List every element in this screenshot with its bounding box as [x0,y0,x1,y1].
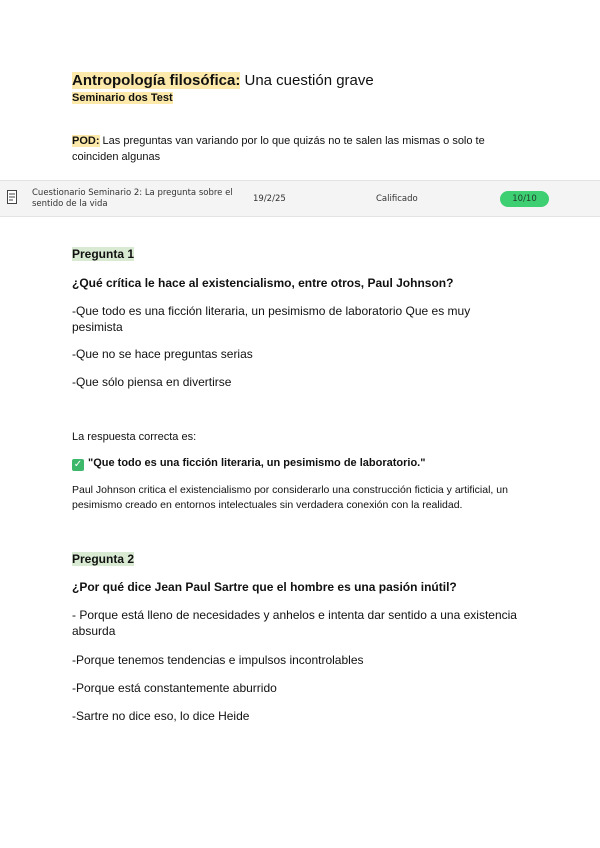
page-title [72,71,374,90]
question-1-option-2: -Que no se hace preguntas serias [72,347,253,361]
pod-note [72,134,512,165]
title-rest: Una cuestión grave [240,72,374,89]
question-2-option-1: - Porque está lleno de necesidades y anhelos e intenta dar sentido a una existencia absurda [72,608,517,638]
question-1-label [72,246,134,262]
question-2-label-text: Pregunta 2 [72,552,135,566]
quiz-status: Calificado [376,194,418,204]
quiz-date: 19/2/25 [253,194,286,204]
question-1-text: ¿Qué crítica le hace al existencialismo, entre otros, Paul Johnson? [72,276,454,290]
check-icon: ✓ [73,459,83,470]
answer-intro: La respuesta correcta es: [72,431,197,443]
title-highlight: Antropología filosófica: [72,72,241,89]
grade-badge: 10/10 [500,191,549,207]
question-2-option-4: -Sartre no dice eso, lo dice Heide [72,709,250,723]
answer-explanation: Paul Johnson critica el existencialismo por considerarlo una construcción ficticia y artificial, un pesimismo creado en entornos intelectuales sin verdadera conexión con la realidad. [72,484,508,511]
question-1-option-3: -Que sólo piensa en divertirse [72,375,232,389]
question-2-text: ¿Por qué dice Jean Paul Sartre que el hombre es una pasión inútil? [72,580,457,594]
question-1-option-1: -Que todo es una ficción literaria, un pesimismo de laboratorio Que es muy pesimista [72,304,471,334]
correct-answer-text: "Que todo es una ficción literaria, un pesimismo de laboratorio." [88,457,426,469]
question-1-label-text: Pregunta 1 [72,247,135,261]
quiz-row[interactable] [0,180,600,217]
question-2-option-2: -Porque tenemos tendencias e impulsos incontrolables [72,653,364,667]
pod-text: Las preguntas van variando por lo que quizás no te salen las mismas o solo te coinciden algunas [72,135,485,163]
question-2-label [72,551,134,567]
subtitle-text: Seminario dos Test [72,92,173,104]
pod-label: POD: [72,135,100,147]
question-2-option-3: -Porque está constantemente aburrido [72,681,277,695]
quiz-name[interactable]: Cuestionario Seminario 2: La pregunta sobre el sentido de la vida [32,188,233,209]
document-icon [7,190,17,204]
correct-answer [72,456,532,471]
subtitle [72,91,173,105]
